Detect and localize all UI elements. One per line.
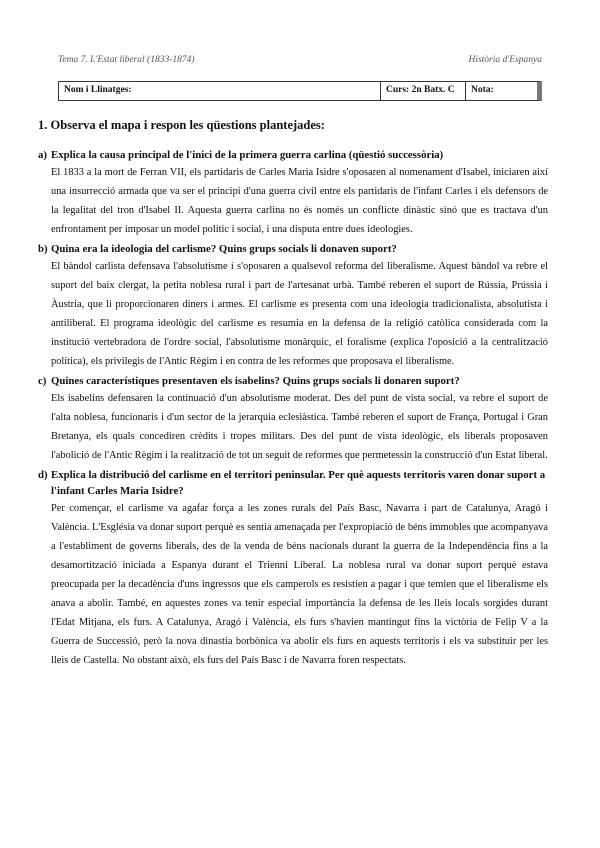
question-block-d <box>38 467 548 670</box>
question-letter: c) <box>38 375 47 387</box>
question-block-b <box>38 241 548 371</box>
question-text: Explica la causa principal de l'inici de la primera guerra carlina (qüestió successòria) <box>51 149 444 161</box>
question-letter: d) <box>38 469 48 481</box>
answer-a: El 1833 a la mort de Ferran VII, els partidaris de Carles Maria Isidre s'oposaren al nomenament d'Isabel, iniciaren així una insurrecció armada que va ser el principi d'una guerra civil entre els partidaris de l'infant Carles i els defensors de la legalitat del tron d'Isabel II. Aquesta guerra carlina no és només un conflicte dinàstic sinó que es tractava d'un enfrontament per imposar un model polític i social, i una disputa entre dues ideologies. <box>51 167 548 235</box>
question-a <box>38 147 548 163</box>
exercise-title: 1. Observa el mapa i respon les qüestions plantejades: <box>38 118 325 132</box>
question-d <box>38 467 548 499</box>
grade-field: Nota: <box>471 85 494 95</box>
question-text: Quines característiques presentaven els isabelins? Quins grups socials li donaren suport? <box>51 375 460 387</box>
exercise-content <box>38 118 548 672</box>
topic-title: Tema 7. L'Estat liberal (1833-1874) <box>58 55 195 65</box>
question-text: Quina era la ideologia del carlisme? Quins grups socials li donaven suport? <box>51 243 397 255</box>
question-c <box>38 373 548 389</box>
name-field: Nom i Llinatges: <box>59 82 381 100</box>
course-field: Curs: 2n Batx. C <box>381 82 466 100</box>
answer-c: Els isabelins defensaren la continuació d'un absolutisme moderat. Des del punt de vista social, va rebre el suport de l'alta noblesa, funcionaris i d'un sector de la jerarquia eclesiàstica. També reberen el suport de França, Portugal i Gran Bretanya, els quals concediren crèdits i tropes militars. Des del punt de vista ideològic, els liberals proposaven l'abolició de l'Antic Règim i la realització de tot un seguit de reformes que permetessin la construcció d'un Estat liberal. <box>51 393 548 461</box>
student-info-table <box>58 81 542 101</box>
question-letter: a) <box>38 149 47 161</box>
question-block-a <box>38 147 548 239</box>
answer-b: El bàndol carlista defensava l'absolutisme i s'oposaren a qualsevol reforma del liberalisme. Aquest bàndol va rebre el suport del baix clergat, la petita noblesa rural i part de l'artesanat urbà. També reberen el suport de Rússia, Prússia i Àustria, que li proporcionaren diners i armes. El carlisme es presenta com una ideologia tradicionalista, absolutista i antiliberal. El programa ideològic del carlisme es resumia en la defensa de la religió catòlica considerada com la institució vertebradora de l'ordre social, l'absolutisme monàrquic, el foralisme (explica l'oposició a la centralització política), els privilegis de l'Antic Règim i en contra de les reformes que proposava el liberalisme. <box>51 261 548 367</box>
subject-title: Història d'Espanya <box>468 55 542 65</box>
question-b <box>38 241 548 257</box>
page-header <box>58 55 542 65</box>
question-letter: b) <box>38 243 48 255</box>
question-block-c <box>38 373 548 465</box>
answer-d: Per començar, el carlisme va agafar força a les zones rurals del País Basc, Navarra i part de Catalunya, Aragó i València. L'Església va donar suport perquè es sentia amenaçada per l'expropiació de béns immobles que acompanyava a l'establiment de governs liberals, des de la venda de béns nacionals durant la guerra de la Independència fins a la desamortització iniciada a Espanya durant el Trienni Liberal. La noblesa rural va donar suport perquè estava preocupada per la decadència d'uns ingressos que els camperols es resistien a pagar i que temien que el liberalisme els anava a abolir. També, en aquestes zones va tenir especial importància la defensa de les lleis locals sorgides durant l'Edat Mitjana, els furs. A Catalunya, Aragó i València, els furs s'havien mantingut fins la victòria de Felip V a la Guerra de Successió, però la nova dinastia borbònica va abolir els furs en aquests territoris i els va substituir per les lleis de Castella. No obstant això, els furs del País Basc i de Navarra foren respectats. <box>51 503 548 666</box>
question-text: Explica la distribució del carlisme en el territori peninsular. Per què aquests territoris varen donar suport a l'infant Carles Maria Isidre? <box>51 469 546 497</box>
